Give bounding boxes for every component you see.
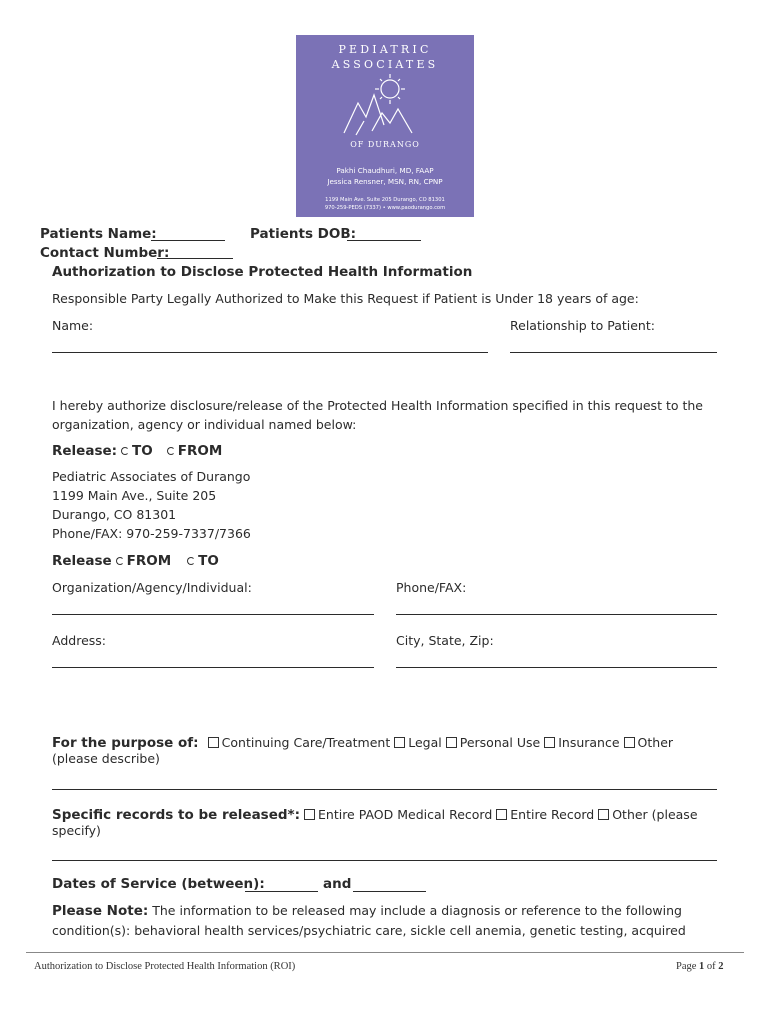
responsible-party-intro: Responsible Party Legally Authorized to Make this Request if Patient is Under 18 years of age: bbox=[52, 291, 639, 306]
records-paod-checkbox[interactable] bbox=[304, 809, 315, 820]
release-2-label: Release bbox=[52, 553, 112, 569]
patient-dob-label: Patients DOB: bbox=[250, 226, 357, 242]
logo-doctor-2: Jessica Rensner, MSN, RN, CPNP bbox=[327, 177, 443, 186]
release-1-label: Release: bbox=[52, 443, 118, 459]
records-row bbox=[52, 804, 698, 823]
page-total: 2 bbox=[718, 961, 724, 972]
of-word: of bbox=[706, 961, 716, 972]
note-label: Please Note: bbox=[52, 903, 149, 919]
records-option-label: Other (please bbox=[612, 807, 698, 822]
release-1-from-radio[interactable] bbox=[167, 447, 175, 455]
practice-street: 1199 Main Ave., Suite 205 bbox=[52, 488, 217, 503]
page-current: 1 bbox=[699, 961, 705, 972]
practice-city: Durango, CO 81301 bbox=[52, 507, 177, 522]
practice-logo bbox=[296, 35, 474, 217]
org-field[interactable] bbox=[52, 614, 374, 615]
dates-end-field[interactable] bbox=[353, 891, 426, 892]
purpose-other-checkbox[interactable] bbox=[624, 737, 635, 748]
city-state-zip-label: City, State, Zip: bbox=[396, 633, 494, 648]
practice-phone: Phone/FAX: 970-259-7337/7366 bbox=[52, 526, 251, 541]
records-option-label: Entire PAOD Medical Record bbox=[318, 807, 493, 822]
footer-doc-title: Authorization to Disclose Protected Health Information (ROI) bbox=[34, 961, 296, 972]
logo-address: 1199 Main Ave. Suite 205 Durango, CO 81301 bbox=[325, 197, 445, 203]
authorize-text-line-1: I hereby authorize disclosure/release of the Protected Health Information specified in this request to the bbox=[52, 398, 703, 413]
rp-relationship-label: Relationship to Patient: bbox=[510, 318, 655, 333]
dates-and-label: and bbox=[323, 876, 352, 892]
release-2-from-radio[interactable] bbox=[116, 557, 124, 565]
logo-contact: 970-259-PEDS (7337) • www.paodurango.com bbox=[324, 205, 446, 211]
purpose-description-field[interactable] bbox=[52, 789, 717, 790]
org-label: Organization/Agency/Individual: bbox=[52, 580, 252, 595]
purpose-option-label: Personal Use bbox=[459, 735, 541, 750]
authorize-text-line-2: organization, agency or individual named below: bbox=[52, 417, 357, 432]
purpose-option-label: Other bbox=[637, 735, 674, 750]
phone-field[interactable] bbox=[396, 614, 717, 615]
dates-start-field[interactable] bbox=[245, 891, 318, 892]
purpose-row bbox=[52, 732, 673, 751]
purpose-describe: (please describe) bbox=[52, 751, 160, 766]
rp-relationship-field[interactable] bbox=[510, 352, 717, 353]
purpose-option-label: Legal bbox=[408, 735, 442, 750]
purpose-continuing-care-checkbox[interactable] bbox=[208, 737, 219, 748]
note-line-1 bbox=[52, 903, 682, 919]
rp-name-label: Name: bbox=[52, 318, 94, 333]
purpose-option-label: Continuing Care/Treatment bbox=[221, 735, 391, 750]
release-1-to-radio[interactable] bbox=[121, 447, 129, 455]
phone-label: Phone/FAX: bbox=[396, 580, 467, 595]
release-1-row bbox=[52, 443, 222, 459]
records-specify: specify) bbox=[52, 823, 101, 838]
rp-name-field[interactable] bbox=[52, 352, 488, 353]
note-text-1: The information to be released may include a diagnosis or reference to the following bbox=[152, 903, 682, 918]
patient-dob-field[interactable] bbox=[347, 240, 421, 241]
release-2-to-radio[interactable] bbox=[187, 557, 195, 565]
form-title: Authorization to Disclose Protected Health Information bbox=[52, 264, 473, 280]
dates-label: Dates of Service (between): bbox=[52, 876, 265, 892]
release-2-row bbox=[52, 553, 219, 569]
footer-page-number bbox=[676, 961, 724, 972]
footer-divider bbox=[26, 952, 744, 953]
records-label: Specific records to be released*: bbox=[52, 807, 300, 823]
logo-line-2: ASSOCIATES bbox=[331, 58, 439, 71]
records-entire-checkbox[interactable] bbox=[496, 809, 507, 820]
release-1-to-label: TO bbox=[132, 443, 153, 459]
page-word: Page bbox=[676, 961, 697, 972]
note-text-2: condition(s): behavioral health services/psychiatric care, sickle cell anemia, genetic testing, acquired bbox=[52, 923, 686, 938]
records-description-field[interactable] bbox=[52, 860, 717, 861]
logo-line-1: PEDIATRIC bbox=[338, 43, 432, 56]
purpose-legal-checkbox[interactable] bbox=[394, 737, 405, 748]
release-1-from-label: FROM bbox=[177, 443, 223, 459]
address-label: Address: bbox=[52, 633, 106, 648]
purpose-option-label: Insurance bbox=[558, 735, 620, 750]
release-2-to-label: TO bbox=[198, 553, 219, 569]
patient-name-label: Patients Name: bbox=[40, 226, 157, 242]
practice-name: Pediatric Associates of Durango bbox=[52, 469, 251, 484]
logo-doctor-1: Pakhi Chaudhuri, MD, FAAP bbox=[336, 166, 434, 175]
records-other-checkbox[interactable] bbox=[598, 809, 609, 820]
purpose-personal-use-checkbox[interactable] bbox=[446, 737, 457, 748]
release-2-from-label: FROM bbox=[126, 553, 172, 569]
mountain-sun-icon bbox=[336, 73, 434, 139]
logo-town: OF DURANGO bbox=[350, 140, 420, 149]
contact-number-field[interactable] bbox=[157, 258, 233, 259]
contact-number-label: Contact Number: bbox=[40, 245, 170, 261]
city-state-zip-field[interactable] bbox=[396, 667, 717, 668]
purpose-insurance-checkbox[interactable] bbox=[544, 737, 555, 748]
address-field[interactable] bbox=[52, 667, 374, 668]
patient-name-field[interactable] bbox=[151, 240, 225, 241]
records-option-label: Entire Record bbox=[510, 807, 595, 822]
purpose-label: For the purpose of: bbox=[52, 735, 199, 751]
